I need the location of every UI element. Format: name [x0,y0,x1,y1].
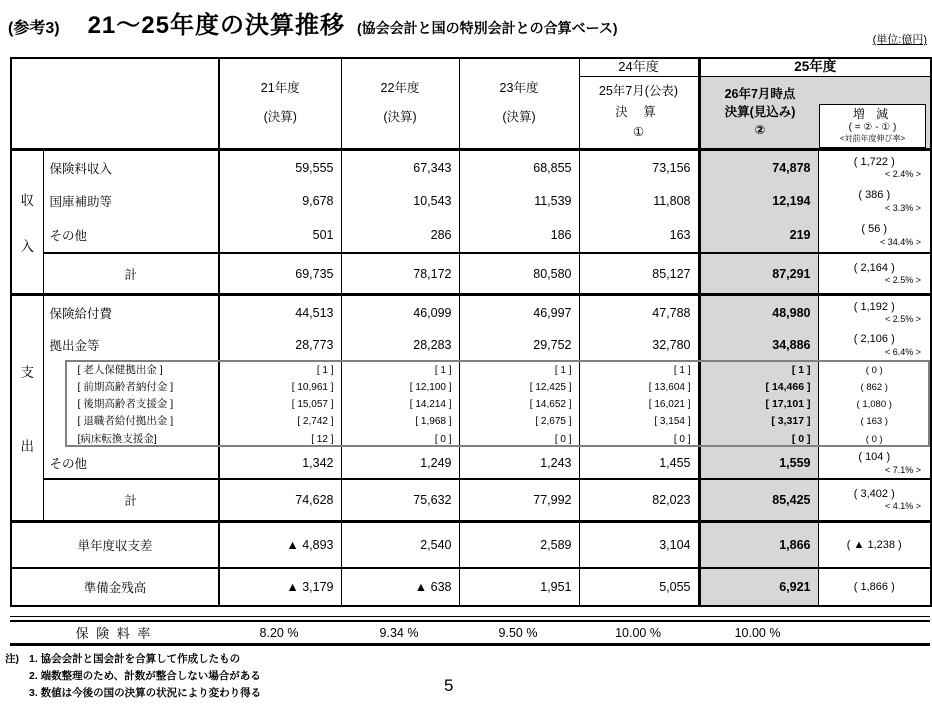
row-label: その他 [43,448,219,479]
delta-pct: < 6.4% > [884,346,921,357]
header-fy24-detail [579,76,699,149]
total-value-cell-estimate: 87,291 [699,253,818,294]
fy23-label: 23年度 [499,80,539,95]
income-section-strip [11,149,43,294]
value-cell-estimate: 34,886 [699,329,818,361]
footnote-item: 2. 端数整理のため、計数が整合しない場合がある [29,670,261,682]
value-cell: 29,752 [459,329,579,361]
settlement-table [10,57,930,607]
subrow-label: [病床転換支援金] [77,432,157,445]
row-label: その他 [43,218,219,253]
header-fy24: 24年度 [579,58,699,76]
value-cell: 73,156 [579,149,699,184]
footnote-item: 3. 数値は今後の国の決算の状況により変わり得る [29,687,262,699]
fy24-settlement-label: 決 算 [615,104,662,119]
value-cell: 186 [459,218,579,253]
income-strip-char2: 入 [20,238,34,254]
fy25-asof-label: 26年7月時点 [724,87,796,102]
page-number: 5 [444,676,454,695]
value-cell: 32,780 [579,329,699,361]
total-value-cell: 78,172 [341,253,459,294]
value-cell: 59,555 [219,149,341,184]
value-cell-estimate: 1,866 [699,521,818,568]
value-cell: 1,243 [459,448,579,479]
delta-pct: < 2.5% > [884,313,921,324]
rate-band-topline [10,616,930,617]
delta-cell [818,479,931,521]
total-value-cell: 82,023 [579,479,699,521]
fy25-circle2: ② [754,123,766,138]
value-cell: 11,808 [579,184,699,218]
balance-row-label: 単年度収支差 [11,521,219,568]
subrow-values-fy21: [ 1 ] [ 10,961 ] [ 15,057 ] [ 2,742 ] [ 12 ] [219,361,341,448]
income-total-label: 計 [43,253,219,294]
expense-strip-char1: 支 [20,364,34,380]
rate-value: 8.20 % [259,625,299,640]
value-cell: 163 [579,218,699,253]
delta-value: ( 1,866 ) [853,581,895,594]
reserve-row-label: 準備金残高 [11,568,219,606]
delta-value: ( 2,106 ) [853,333,895,346]
header-fy25: 25年度 [699,58,931,76]
expense-strip-char2: 出 [20,438,34,454]
value-cell-estimate: 48,980 [699,294,818,329]
value-cell-estimate: 12,194 [699,184,818,218]
row-label: 拠出金等 [43,329,219,361]
value-cell-estimate: 1,559 [699,448,818,479]
delta-cell [818,448,931,479]
value-cell-estimate: 219 [699,218,818,253]
fy24-circle1: ① [632,125,645,140]
delta-pct: < 7.1% > [884,464,921,475]
page-subtitle: (協会会計と国の特別会計との合算ベース) [356,20,618,36]
value-cell: 501 [219,218,341,253]
delta-pct: < 2.5% > [884,274,921,285]
value-cell: 46,099 [341,294,459,329]
value-cell: 2,540 [341,521,459,568]
total-value-cell-estimate: 85,425 [699,479,818,521]
delta-cell [818,294,931,329]
delta-cell [818,521,931,568]
delta-cell [818,329,931,361]
expense-total-label: 計 [43,479,219,521]
value-cell: 11,539 [459,184,579,218]
fy23-sublabel: (決算) [502,110,536,125]
value-cell: 44,513 [219,294,341,329]
total-value-cell: 80,580 [459,253,579,294]
total-value-cell: 75,632 [341,479,459,521]
value-cell: 28,773 [219,329,341,361]
footnote-prefix: 注) [5,653,19,665]
fy21-sublabel: (決算) [263,110,297,125]
value-cell: ▲ 4,893 [219,521,341,568]
value-cell: 1,455 [579,448,699,479]
delta-pct: < 2.4% > [884,168,921,179]
delta-growth-note: <対前年度伸び率> [839,133,906,143]
delta-value: ( 1,722 ) [853,155,895,168]
footnote-item: 1. 協会会計と国会計を合算して作成したもの [29,653,241,665]
value-cell: 68,855 [459,149,579,184]
value-cell: 28,283 [341,329,459,361]
delta-value: ( ▲ 1,238 ) [846,538,902,551]
delta-cell [818,184,931,218]
subrow-values-fy22: [ 1 ] [ 12,100 ] [ 14,214 ] [ 1,968 ] [ 0 ] [341,361,459,448]
reference-label: (参考3) [8,20,60,37]
subrow-deltas: ( 0 ) ( 862 ) ( 1,080 ) ( 163 ) ( 0 ) [818,361,931,448]
fy25-estimate-header [701,77,820,148]
subrow-labels [43,361,219,448]
subrow-label: [ 退職者給付拠出金 ] [77,415,174,428]
value-cell: ▲ 638 [341,568,459,606]
fy22-label: 22年度 [380,80,420,95]
rate-value: 9.50 % [498,625,538,640]
expense-section-strip [11,294,43,521]
header-fy23 [459,58,579,149]
subrow-label: [ 老人保健拠出金 ] [77,363,163,376]
value-cell-estimate: 6,921 [699,568,818,606]
title-row [8,5,888,40]
fy22-sublabel: (決算) [383,110,417,125]
income-strip-char1: 収 [20,192,34,208]
footnotes [5,651,261,702]
subrow-values-fy25: [ 1 ] [ 14,466 ] [ 17,101 ] [ 3,317 ] [ 0 ] [699,361,818,448]
value-cell: 2,589 [459,521,579,568]
value-cell: 5,055 [579,568,699,606]
delta-value: ( 104 ) [858,451,891,464]
premium-rate-label: 保 険 料 率 [75,626,153,641]
subrow-values-fy23: [ 1 ] [ 12,425 ] [ 14,652 ] [ 2,675 ] [ 0 ] [459,361,579,448]
page-title: 21〜25年度の決算推移 [87,12,345,39]
value-cell: 46,997 [459,294,579,329]
value-cell: 10,543 [341,184,459,218]
total-value-cell: 74,628 [219,479,341,521]
header-fy25-detail [699,76,931,149]
subrow-label: [ 前期高齢者納付金 ] [77,381,174,394]
delta-cell [818,568,931,606]
delta-title: 増 減 [852,107,893,122]
value-cell: 286 [341,218,459,253]
rate-value: 10.00 % [615,625,661,640]
delta-cell [818,149,931,184]
rate-value: 10.00 % [734,625,781,640]
fy25-estimate-label: 決算(見込み) [724,105,796,120]
delta-cell [818,253,931,294]
fy21-label: 21年度 [260,80,300,95]
value-cell: 47,788 [579,294,699,329]
value-cell: 9,678 [219,184,341,218]
unit-label: (単位:億円) [872,34,927,46]
value-cell: 67,343 [341,149,459,184]
delta-value: ( 1,192 ) [853,300,895,313]
delta-pct: < 3.3% > [884,202,921,213]
total-value-cell: 69,735 [219,253,341,294]
total-value-cell: 77,992 [459,479,579,521]
delta-cell [818,218,931,253]
rate-value: 9.34 % [379,625,419,640]
delta-value: ( 386 ) [858,189,891,202]
fy24-published-label: 25年7月(公表) [598,83,679,98]
value-cell: ▲ 3,179 [219,568,341,606]
delta-pct: < 34.4% > [879,236,921,247]
delta-pct: < 4.1% > [884,501,921,512]
delta-value: ( 2,164 ) [853,261,895,274]
value-cell-estimate: 74,878 [699,149,818,184]
value-cell: 1,249 [341,448,459,479]
value-cell: 1,951 [459,568,579,606]
settlement-table-grid [10,57,932,607]
header-fy21 [219,58,341,149]
subrow-values-fy24: [ 1 ] [ 13,604 ] [ 16,021 ] [ 3,154 ] [ 0 ] [579,361,699,448]
delta-value: ( 56 ) [861,223,888,236]
delta-formula: ( = ② - ① ) [848,121,897,133]
total-value-cell: 85,127 [579,253,699,294]
header-fy22 [341,58,459,149]
row-label: 国庫補助等 [43,184,219,218]
row-label: 保険料収入 [43,149,219,184]
premium-rate-row [10,620,930,646]
delta-value: ( 3,402 ) [853,488,895,501]
delta-header-box [819,104,926,148]
value-cell: 1,342 [219,448,341,479]
header-blank-cell [11,58,219,149]
row-label: 保険給付費 [43,294,219,329]
value-cell: 3,104 [579,521,699,568]
subrow-label: [ 後期高齢者支援金 ] [77,398,174,411]
